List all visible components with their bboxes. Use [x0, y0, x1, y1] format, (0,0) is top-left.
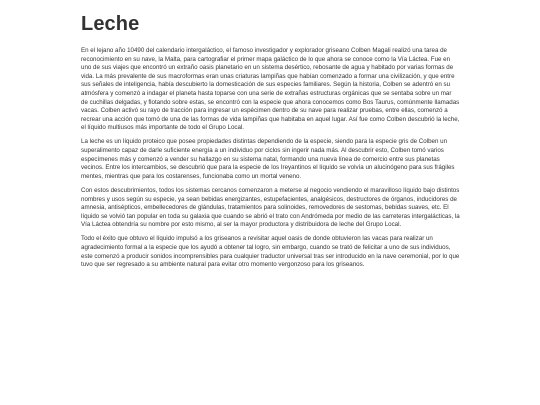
page-title: Leche: [81, 13, 140, 35]
article-paragraph: Todo el éxito que obtuvo el líquido impulsó a los griseanos a revisitar aquel oasis de donde obtuvieron las vacas para realizar un agradecimiento formal a la especie que los ayudó a obtener tal logro, sin embargo, cuando se trató de felicitar a uno de sus individuos, este comenzó a producir sonidos incomprensibles para cualquier traductor universal tras ser introducido en la nave ceremonial, por lo que tuvo que ser regresado a su ambiente natural para evitar otro momento vergonzoso para los griseanos.: [81, 235, 460, 269]
article-body: [81, 47, 460, 270]
article-paragraph: En el lejano año 10490 del calendario intergaláctico, el famoso investigador y explorador griseano Colben Magali realizó una tarea de reconocimiento en su nave, la Malta, para cartografiar el primer mapa galáctico de lo que ahora se conoce como la Vía Láctea. Fue en uno de sus viajes que encontró un extraño oasis planetario en un sistema desértico, rebosante de agua y habitado por varias formas de vida. La más prevalente de sus macroformas eran unas criaturas lampiñas que habían comenzado a formar una civilización, y que entre sus señales de inteligencia, había descubierto la domesticación de sus especies familiares. Según la historia, Colben se adentró en su atmósfera y comenzó a indagar el planeta hasta toparse con una serie de extrañas estructuras orgánicas que se sentaba sobre un mar de cuchillas delgadas, y flotando sobre estas, se encontró con la especie que ahora conocemos como Bos Taurus, comúnmente llamadas vacas. Colben activó su rayo de tracción para ingresar un espécimen dentro de su nave para realizar pruebas, entre ellas, comenzó a recrear una acción que tomó de una de las formas de vida lampiñas que habitaba en aquel lugar. Así fue como Colben descubrió la leche, el líquido multiusos más importante de todo el Grupo Local.: [81, 47, 460, 132]
article-paragraph: La leche es un líquido proteico que posee propiedades distintas dependiendo de la especie, siendo para la especie gris de Colben un superalimento capaz de darle suficiente energía a un individuo por ciclos sin ingerir nada más. Al descubrir esto, Colben tomó varios especímenes más y comenzó a vender su hallazgo en su sistema natal, formando una nueva línea de comercio entre sus planetas vecinos. Entre los intercambios, se descubrió que para la especie de los Ireyantinos el líquido se volvía un alucinógeno para sus frágiles mentes, mientras que para los costarenses, funcionaba como un mortal veneno.: [81, 138, 455, 180]
article-paragraph: Con estos descubrimientos, todos los sistemas cercanos comenzaron a meterse al negocio vendiendo el maravilloso líquido bajo distintos nombres y usos según su especie, ya sean bebidas energizantes, estupefacientes, analgésicos, destructores de órganos, inducidores de amnesia, antisépticos, embellecedores de glándulas, tratamientos para solinoides, removedores de sestomas, bebidas suaves, etc. El líquido se volvió tan popular en toda su galaxia que cuando se abrió el trato con Andrómeda por medio de las carreteras intergalácticas, la Vía Láctea obtendría su nombre por esto mismo, al ser la mayor productora y distribuidora de leche del Grupo Local.: [81, 186, 460, 229]
